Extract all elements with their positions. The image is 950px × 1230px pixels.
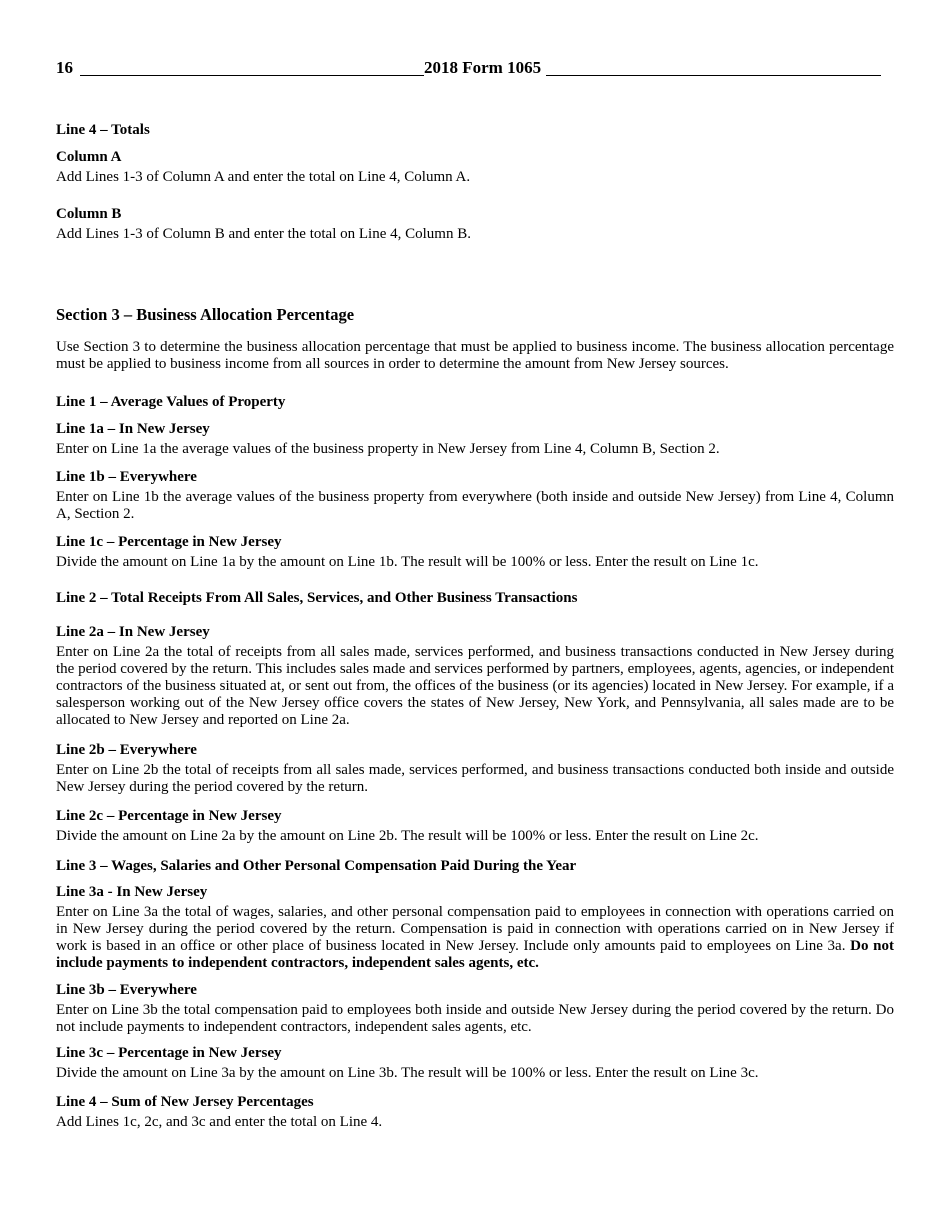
line2c-text: Divide the amount on Line 2a by the amount on Line 2b. The result will be 100% or less. Enter the result on Line 2c.: [56, 828, 759, 844]
section3-heading: Section 3 – Business Allocation Percentage: [56, 305, 355, 324]
line3c-text: Divide the amount on Line 3a by the amount on Line 3b. The result will be 100% or less. Enter the result on Line 3c.: [56, 1065, 759, 1081]
header-title: 2018 Form 1065: [424, 58, 542, 77]
page-header: [56, 58, 894, 80]
line4-sum-heading: Line 4 – Sum of New Jersey Percentages: [56, 1094, 314, 1110]
line1c-heading: Line 1c – Percentage in New Jersey: [56, 534, 282, 550]
line3c-block: [56, 1045, 894, 1082]
line3b-text: Enter on Line 3b the total compensation paid to employees both inside and outside New Jersey during the period covered by the return. Do not include payments to independent contractors, independent sales agents, etc.: [56, 1002, 894, 1035]
line2-heading-block: [56, 590, 894, 607]
line3a-block: [56, 884, 894, 972]
line3a-text-body: Enter on Line 3a the total of wages, salaries, and other personal compensation paid to employees in connection with operations carried on in New Jersey during the period covered by the return. Compensation is paid in connection with operations carried on in New Jersey if work is based in an office or other place of business located in New Jersey. Include only amounts paid to employees on Line 3a.: [56, 904, 894, 954]
line1-heading: Line 1 – Average Values of Property: [56, 394, 286, 410]
section3-intro-block: [56, 339, 894, 373]
line4-sum-text: Add Lines 1c, 2c, and 3c and enter the total on Line 4.: [56, 1114, 383, 1130]
line2a-text: Enter on Line 2a the total of receipts from all sales made, services performed, and business transactions conducted in New Jersey during the period covered by the return. This includes sales made and services performed by partners, employees, agents, agencies, or independent contractors of the business situated at, or sent out from, the offices of the business (or its agencies) located in New Jersey. For example, if a salesperson working out of the New Jersey office covers the states of New Jersey, New York, and Pennsylvania, all sales made are to be allocated to New Jersey and reported on Line 2a.: [56, 644, 894, 728]
line3a-heading: Line 3a - In New Jersey: [56, 884, 208, 900]
column-b-block: [56, 206, 894, 243]
line3b-block: [56, 982, 894, 1036]
line4-sum-block: [56, 1094, 894, 1131]
line1a-text: Enter on Line 1a the average values of the business property in New Jersey from Line 4, Column B, Section 2.: [56, 441, 720, 457]
line1a-block: [56, 421, 894, 458]
line1c-text: Divide the amount on Line 1a by the amount on Line 1b. The result will be 100% or less. Enter the result on Line 1c.: [56, 554, 759, 570]
line2a-block: [56, 624, 894, 729]
line2b-heading: Line 2b – Everywhere: [56, 742, 197, 758]
line3-heading-block: [56, 858, 894, 875]
column-a-text: Add Lines 1-3 of Column A and enter the total on Line 4, Column A.: [56, 169, 471, 185]
header-rule-right: [546, 75, 881, 76]
line2-heading: Line 2 – Total Receipts From All Sales, Services, and Other Business Transactions: [56, 590, 578, 606]
line1b-block: [56, 469, 894, 523]
line2b-block: [56, 742, 894, 796]
line1b-heading: Line 1b – Everywhere: [56, 469, 197, 485]
line2c-heading: Line 2c – Percentage in New Jersey: [56, 808, 282, 824]
line1b-text: Enter on Line 1b the average values of the business property from everywhere (both inside and outside New Jersey) from Line 4, Column A, Section 2.: [56, 489, 894, 522]
line3a-text: [56, 904, 894, 972]
column-a-heading: Column A: [56, 149, 122, 165]
header-rule-left: [80, 75, 424, 76]
line4-totals-block: [56, 122, 894, 139]
page-number: 16: [56, 58, 73, 77]
line2c-block: [56, 808, 894, 845]
line3a-text-bold: Do not include payments to independent contractors, independent sales agents, etc.: [56, 938, 895, 971]
line3c-heading: Line 3c – Percentage in New Jersey: [56, 1045, 282, 1061]
line2a-heading: Line 2a – In New Jersey: [56, 624, 210, 640]
section3-heading-block: [56, 305, 894, 324]
line1-heading-block: [56, 394, 894, 411]
line3b-heading: Line 3b – Everywhere: [56, 982, 197, 998]
column-b-text: Add Lines 1-3 of Column B and enter the total on Line 4, Column B.: [56, 226, 471, 242]
line2b-text: Enter on Line 2b the total of receipts from all sales made, services performed, and business transactions conducted both inside and outside New Jersey during the period covered by the return.: [56, 762, 894, 795]
line3-heading: Line 3 – Wages, Salaries and Other Personal Compensation Paid During the Year: [56, 858, 577, 874]
line1c-block: [56, 534, 894, 571]
column-a-block: [56, 149, 894, 186]
section3-intro-text: Use Section 3 to determine the business allocation percentage that must be applied to business income. The business allocation percentage must be applied to business income from all sources in order to determine the amount from New Jersey sources.: [56, 339, 894, 372]
line1a-heading: Line 1a – In New Jersey: [56, 421, 210, 437]
column-b-heading: Column B: [56, 206, 122, 222]
line4-totals-heading: Line 4 – Totals: [56, 122, 150, 138]
